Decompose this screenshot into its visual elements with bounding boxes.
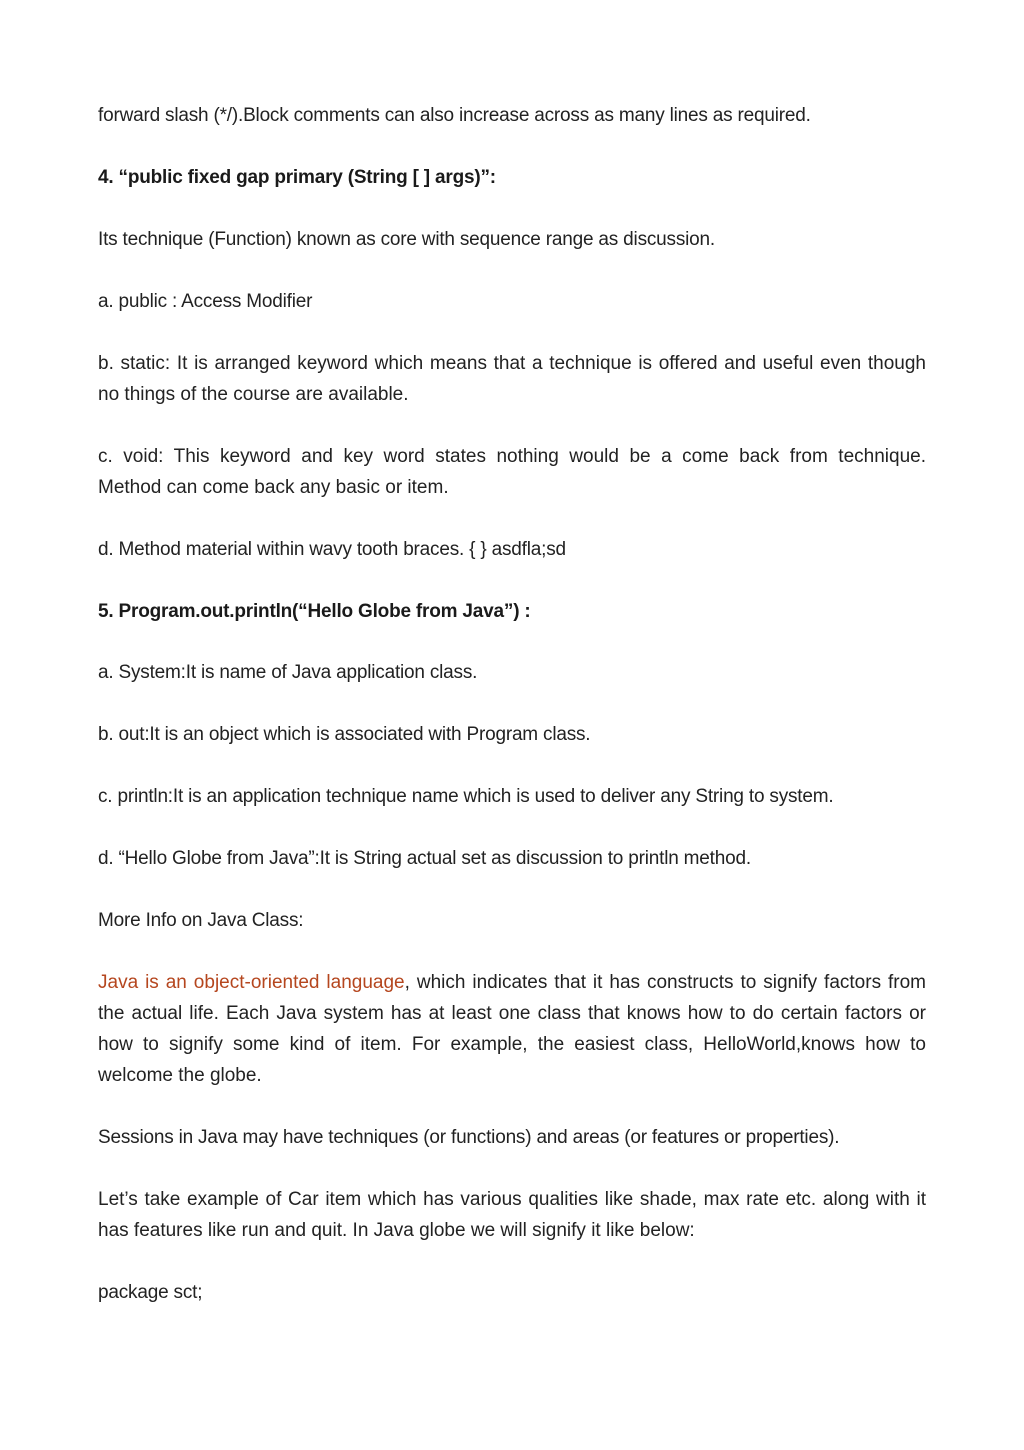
- list-item-system: a. System:It is name of Java application class.: [98, 662, 478, 683]
- java-oop-link[interactable]: Java is an object-oriented language: [98, 972, 405, 993]
- list-item-static-line-1: b. static: It is arranged keyword which means that a technique is offered and useful even though: [98, 353, 926, 374]
- list-item-void-line-1: c. void: This keyword and key word states nothing would be a come back from technique.: [98, 446, 926, 467]
- paragraph-java-oop: [98, 967, 926, 1091]
- paragraph-java-oop-line-4: welcome the globe.: [98, 1065, 262, 1086]
- paragraph-car-example-line-2: has features like run and quit. In Java globe we will signify it like below:: [98, 1220, 695, 1241]
- list-item-out: b. out:It is an object which is associated with Program class.: [98, 724, 591, 745]
- paragraph-car-example: [98, 1184, 926, 1246]
- paragraph-java-oop-line-2: the actual life. Each Java system has at least one class that knows how to do certain factors or: [98, 1003, 926, 1024]
- heading-println: 5. Program.out.println(“Hello Globe from Java”) :: [98, 601, 531, 622]
- list-item-hello-globe: d. “Hello Globe from Java”:It is String actual set as discussion to println method.: [98, 848, 751, 869]
- list-item-static-line-2: no things of the course are available.: [98, 384, 409, 405]
- paragraph-java-oop-line-1-text: , which indicates that it has constructs to signify factors from: [404, 972, 927, 993]
- code-package-line: package sct;: [98, 1282, 203, 1303]
- paragraph-technique: Its technique (Function) known as core with sequence range as discussion.: [98, 229, 715, 250]
- paragraph-sessions: Sessions in Java may have techniques (or functions) and areas (or features or properties).: [98, 1127, 840, 1148]
- list-item-void: [98, 441, 926, 503]
- more-info-heading: More Info on Java Class:: [98, 910, 304, 931]
- list-item-println: c. println:It is an application technique name which is used to deliver any String to system.: [98, 786, 834, 807]
- heading-main-method: 4. “public fixed gap primary (String [ ] args)”:: [98, 167, 496, 188]
- paragraph-car-example-line-1: Let’s take example of Car item which has various qualities like shade, max rate etc. along with it: [98, 1189, 926, 1210]
- list-item-void-line-2: Method can come back any basic or item.: [98, 477, 449, 498]
- paragraph-java-oop-line-1: [98, 967, 926, 998]
- list-item-method-braces: d. Method material within wavy tooth braces. { } asdfla;sd: [98, 539, 566, 560]
- paragraph-block-comments: forward slash (*/).Block comments can also increase across as many lines as required.: [98, 105, 811, 126]
- paragraph-java-oop-line-3: how to signify some kind of item. For example, the easiest class, HelloWorld,knows how to: [98, 1034, 926, 1055]
- list-item-static: [98, 348, 926, 410]
- list-item-public: a. public : Access Modifier: [98, 291, 313, 312]
